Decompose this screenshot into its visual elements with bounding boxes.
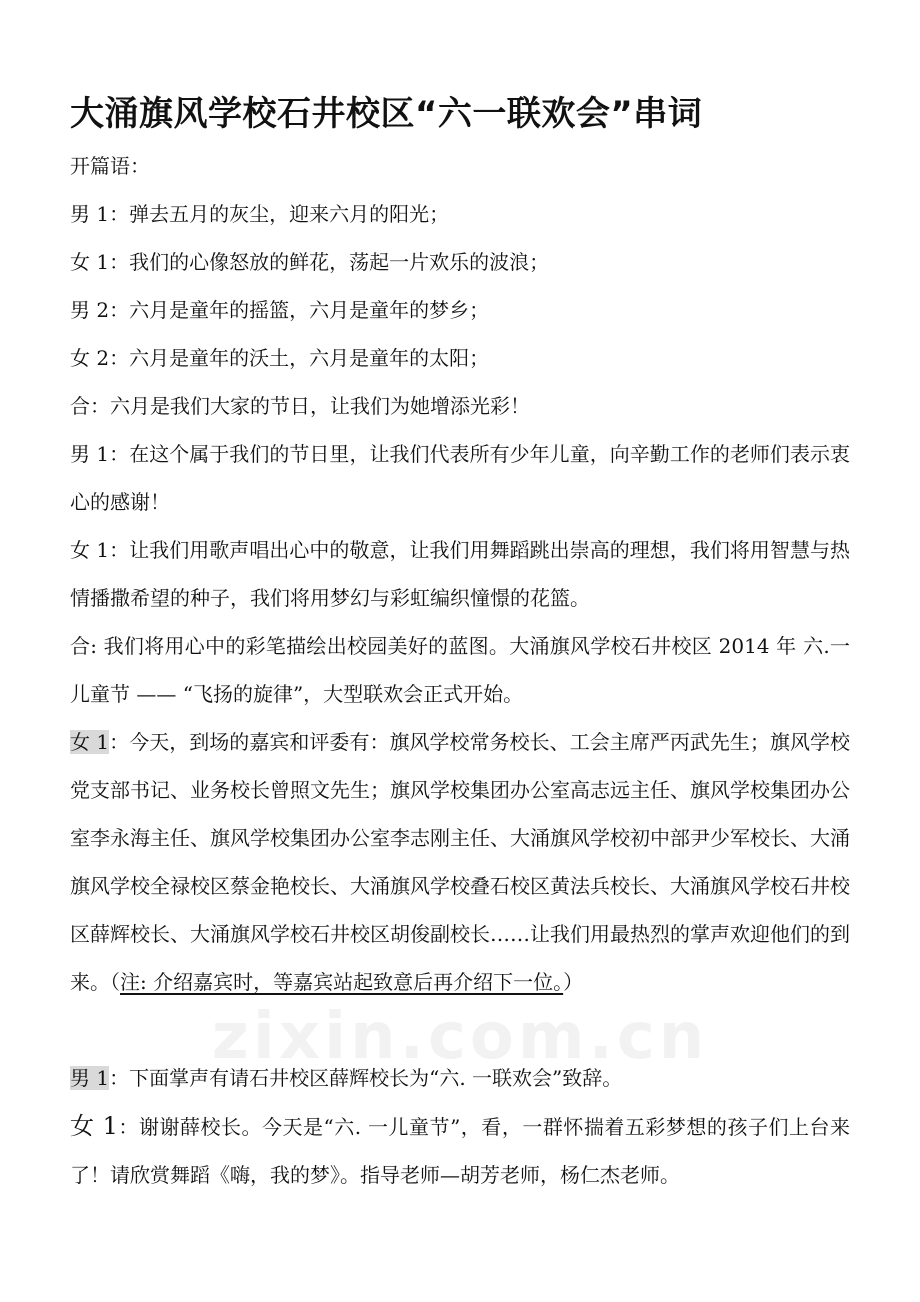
speaker-label: 男 1 — [70, 202, 110, 226]
paragraph-opening: 开篇语： — [70, 154, 150, 178]
speaker-label: 女 1 — [70, 250, 110, 274]
line-text: 谢谢薛校长。今天是“六. 一儿童节”，看，一群怀揣着五彩梦想的孩子们上台来了！请欣赏舞蹈《嗨，我的梦》。指导老师—胡芳老师，杨仁杰老师。 — [70, 1115, 850, 1187]
blank-line — [70, 1006, 850, 1054]
stage-note: 注: 介绍嘉宾时，等嘉宾站起致意后再介绍下一位。 — [120, 970, 564, 994]
line-text: 六月是我们大家的节日，让我们为她增添光彩！ — [110, 394, 530, 418]
speaker-label: 开篇语 — [70, 154, 130, 178]
paragraph-line-1: 男 1：弹去五月的灰尘，迎来六月的阳光； — [70, 202, 450, 226]
document-title: 大涌旗风学校石井校区“六一联欢会”串词 — [70, 94, 703, 134]
line-text: 我们的心像怒放的鲜花，荡起一片欢乐的波浪； — [129, 250, 550, 274]
watermark: zixin.com.cn — [211, 1000, 709, 1074]
paragraph-dance-intro: 女 1：谢谢薛校长。今天是“六. 一儿童节”，看，一群怀揣着五彩梦想的孩子们上台来了！请欣赏舞蹈《嗨，我的梦》。指导老师—胡芳老师，杨仁杰老师。 — [70, 1112, 850, 1187]
line-text: 弹去五月的灰尘，迎来六月的阳光； — [129, 202, 450, 226]
line-text: 在这个属于我们的节日里，让我们代表所有少年儿童，向辛勤工作的老师们表示衷心的感谢！ — [70, 442, 851, 514]
speaker-label: 合 — [70, 634, 91, 658]
paragraph-line-6: 男 1：在这个属于我们的节日里，让我们代表所有少年儿童，向辛勤工作的老师们表示衷心的感谢！ — [70, 442, 851, 514]
line-text: 下面掌声有请石井校区薛辉校长为“六. 一联欢会”致辞。 — [129, 1066, 623, 1090]
speaker-label-highlighted: 女 1 — [70, 730, 110, 754]
speaker-label: 女 2 — [70, 346, 110, 370]
paragraph-line-5: 合：六月是我们大家的节日，让我们为她增添光彩！ — [70, 394, 530, 418]
speaker-label-highlighted: 男 1 — [70, 1066, 110, 1090]
speaker-label: 女 1 — [70, 538, 110, 562]
line-text: 六月是童年的沃土，六月是童年的太阳； — [129, 346, 490, 370]
paragraph-line-3: 男 2：六月是童年的摇篮，六月是童年的梦乡； — [70, 298, 490, 322]
paragraph-line-4: 女 2：六月是童年的沃土，六月是童年的太阳； — [70, 346, 490, 370]
paragraph-line-8: 合: 我们将用心中的彩笔描绘出校园美好的蓝图。大涌旗风学校石井校区 2014 年 六.一儿童节 —— “飞扬的旋律”，大型联欢会正式开始。 — [70, 634, 850, 706]
speaker-label: 合 — [70, 394, 90, 418]
line-text: 我们将用心中的彩笔描绘出校园美好的蓝图。大涌旗风学校石井校区 2014 年 六.一儿童节 —— “飞扬的旋律”，大型联欢会正式开始。 — [70, 634, 850, 706]
paragraph-speech-intro: 男 1：下面掌声有请石井校区薛辉校长为“六. 一联欢会”致辞。 — [70, 1066, 623, 1090]
paragraph-guests: 女 1：今天，到场的嘉宾和评委有：旗风学校常务校长、工会主席严丙武先生；旗风学校党支部书记、业务校长曾照文先生；旗风学校集团办公室高志远主任、旗风学校集团办公室李永海主任、旗风学校集团办公室李志刚主任、大涌旗风学校初中部尹少军校长、大涌旗风学校全禄校区蔡金艳校长、大涌旗风学校叠石校区黄法兵校长、大涌旗风学校石井校区薛辉校长、大涌旗风学校石井校区胡俊副校长……让我们用最热烈的掌声欢迎他们的到来。（注: 介绍嘉宾时，等嘉宾站起致意后再介绍下一位。） — [70, 730, 851, 994]
paragraph-line-2: 女 1：我们的心像怒放的鲜花，荡起一片欢乐的波浪； — [70, 250, 550, 274]
document-page — [70, 92, 850, 1199]
line-text: 让我们用歌声唱出心中的敬意，让我们用舞蹈跳出崇高的理想，我们将用智慧与热情播撒希望的种子，我们将用梦幻与彩虹编织憧憬的花篮。 — [70, 538, 851, 610]
speaker-label: 女 1 — [70, 1112, 118, 1140]
paragraph-line-7: 女 1：让我们用歌声唱出心中的敬意，让我们用舞蹈跳出崇高的理想，我们将用智慧与热情播撒希望的种子，我们将用梦幻与彩虹编织憧憬的花篮。 — [70, 538, 851, 610]
speaker-label: 男 1 — [70, 442, 110, 466]
speaker-label: 男 2 — [70, 298, 110, 322]
line-text: 六月是童年的摇篮，六月是童年的梦乡； — [129, 298, 490, 322]
line-text: 今天，到场的嘉宾和评委有：旗风学校常务校长、工会主席严丙武先生；旗风学校党支部书记、业务校长曾照文先生；旗风学校集团办公室高志远主任、旗风学校集团办公室李永海主任、旗风学校集团办公室李志刚主任、大涌旗风学校初中部尹少军校长、大涌旗风学校全禄校区蔡金艳校长、大涌旗风学校叠石校区黄法兵校长、大涌旗风学校石井校区薛辉校长、大涌旗风学校石井校区胡俊副校长……让我们用最热烈的掌声欢迎他们的到来。（ — [70, 730, 851, 994]
